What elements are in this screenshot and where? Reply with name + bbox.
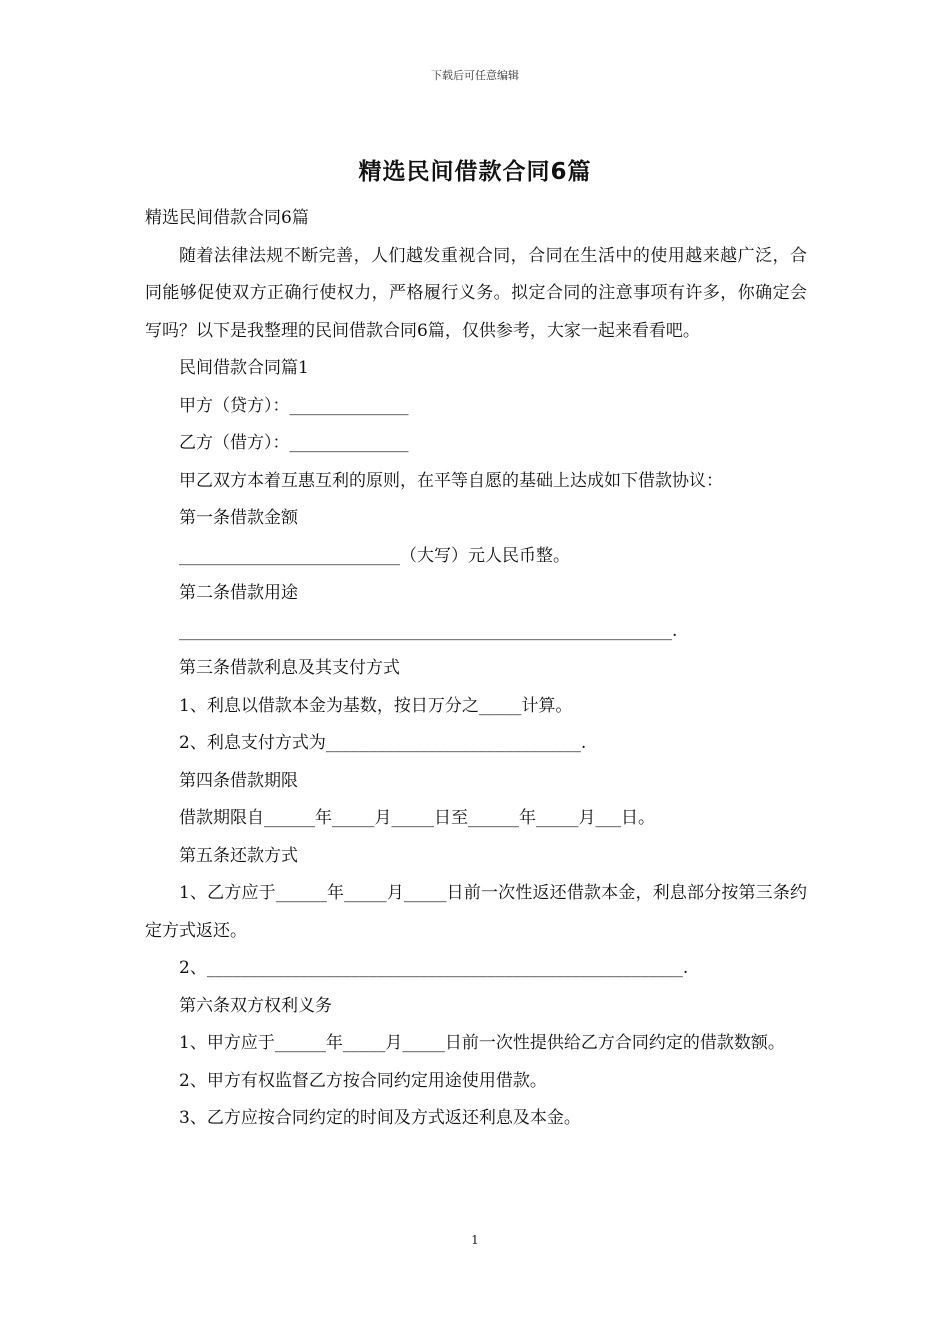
article-3-heading: 第三条借款利息及其支付方式	[179, 658, 400, 678]
article-5-item-1: 1、乙方应于______年_____月_____日前一次性返还借款本金，利息部分按第三条约定方式返还。	[145, 883, 807, 941]
article-3-item-2: 2、利息支付方式为______________________________.	[179, 733, 587, 753]
document-title: 精选民间借款合同6篇	[358, 159, 592, 185]
party-b-line: 乙方（借方）：______________	[179, 433, 409, 453]
page-number: 1	[471, 1233, 479, 1247]
page-header-note: 下载后可任意编辑	[431, 69, 519, 82]
section-heading-contract-1: 民间借款合同篇1	[179, 358, 309, 378]
article-1-amount-line: __________________________（大写）元人民币整。	[179, 545, 570, 566]
article-4-term-line: 借款期限自______年_____月_____日至______年_____月___日。	[179, 808, 655, 828]
article-5-heading: 第五条还款方式	[179, 845, 298, 866]
article-1-heading: 第一条借款金额	[179, 508, 298, 528]
article-4-heading: 第四条借款期限	[179, 770, 298, 791]
intro-paragraph: 随着法律法规不断完善，人们越发重视合同，合同在生活中的使用越来越广泛，合同能够促使双方正确行使权力，严格履行义务。拟定合同的注意事项有许多，你确定会写吗？以下是我整理的民间借款合同6篇，仅供参考，大家一起来看看吧。	[145, 245, 807, 341]
agreement-preamble: 甲乙双方本着互惠互利的原则，在平等自愿的基础上达成如下借款协议：	[179, 470, 723, 491]
article-2-purpose-line: __________________________________________________________.	[179, 620, 678, 641]
subtitle-line: 精选民间借款合同6篇	[145, 208, 309, 228]
article-6-item-1: 1、甲方应于______年_____月_____日前一次性提供给乙方合同约定的借款数额。	[179, 1033, 785, 1053]
article-2-heading: 第二条借款用途	[179, 583, 298, 603]
document-body	[145, 200, 807, 1138]
article-6-heading: 第六条双方权利义务	[179, 995, 332, 1016]
article-6-item-3: 3、乙方应按合同约定的时间及方式返还利息及本金。	[179, 1108, 581, 1128]
party-a-line: 甲方（贷方）：______________	[179, 395, 409, 416]
article-6-item-2: 2、甲方有权监督乙方按合同约定用途使用借款。	[179, 1070, 547, 1091]
article-3-item-1: 1、利息以借款本金为基数，按日万分之_____计算。	[179, 695, 573, 716]
article-5-item-2: 2、________________________________________________________.	[179, 958, 689, 978]
